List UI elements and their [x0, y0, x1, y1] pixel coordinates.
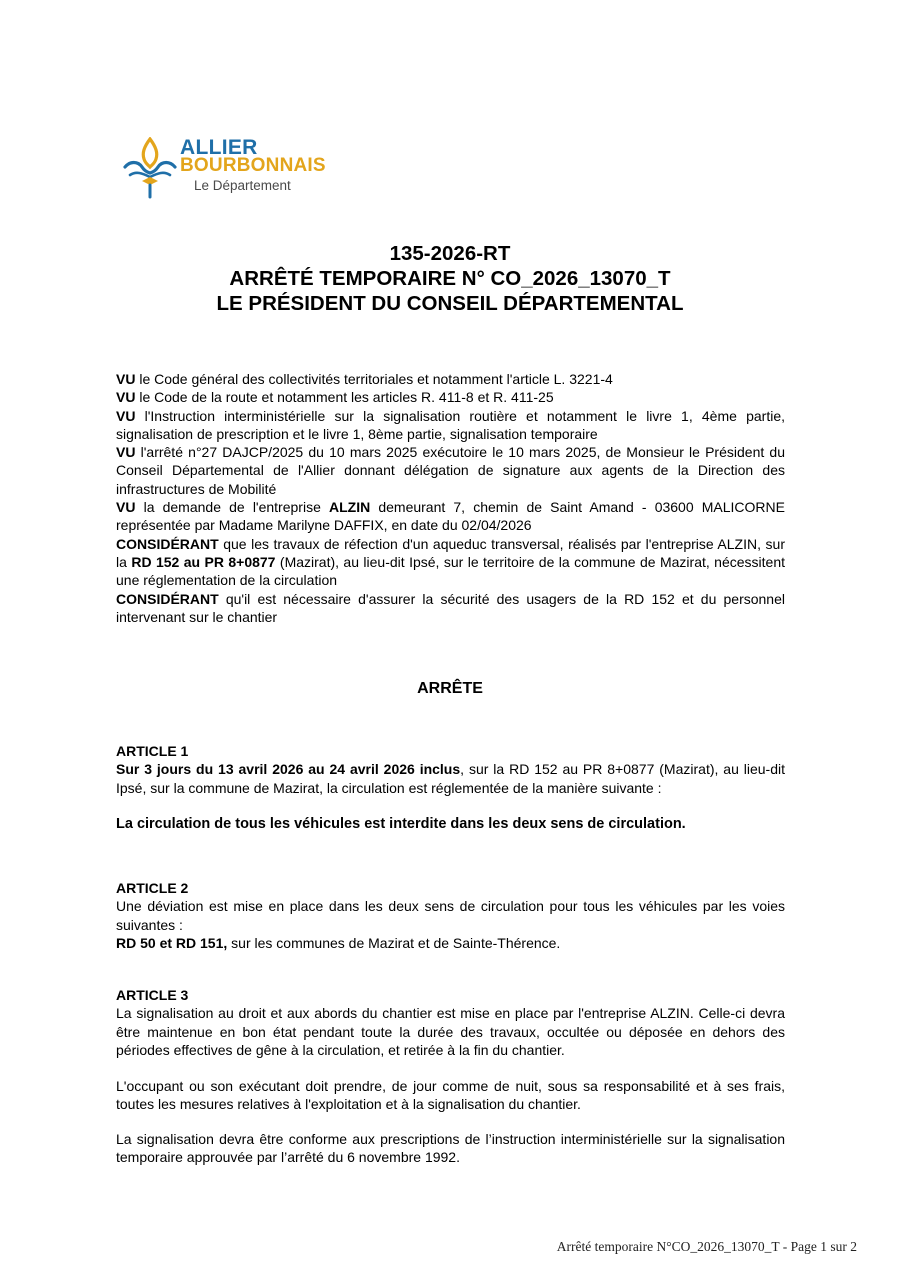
visas-section [116, 370, 785, 626]
article-text: Sur 3 jours du 13 avril 2026 au 24 avril 2026 inclus, sur la RD 152 au PR 8+0877 (Mazirat), au lieu-dit Ipsé, sur la commune de Mazirat, la circulation est réglementée de la manière suivante : [116, 761, 785, 796]
page-footer: Arrêté temporaire N°CO_2026_13070_T - Page 1 sur 2 [556, 1239, 857, 1254]
logo-line-bourbonnais: BOURBONNAIS [180, 155, 326, 176]
traffic-rule: La circulation de tous les véhicules est interdite dans les deux sens de circulation. [116, 815, 686, 832]
visa: VU le Code de la route et notamment les articles R. 411-8 et R. 411-25 [116, 389, 554, 406]
considerant: CONSIDÉRANT qu'il est nécessaire d'assurer la sécurité des usagers de la RD 152 et du personnel intervenant sur le chantier [116, 590, 785, 625]
article-text: La signalisation au droit et aux abords du chantier est mise en place par l'entreprise ALZIN. Celle-ci devra être maintenue en bon état pendant toute la durée des travaux, occultée ou déposée en dehors des périodes effectives de gêne à la circulation, et retirée à la fin du chantier. [116, 1005, 785, 1058]
logo-line-allier: ALLIER [180, 136, 258, 159]
considerant: CONSIDÉRANT que les travaux de réfection d'un aqueduc transversal, réalisés par l'entreprise ALZIN, sur la RD 152 au PR 8+0877 (Mazirat), au lieu-dit Ipsé, sur le territoire de la commune de Mazirat, nécessitent une réglementation de la circulation [116, 535, 786, 589]
document-title: ARRÊTÉ TEMPORAIRE N° CO_2026_13070_T [229, 267, 671, 290]
article-heading: ARTICLE 1 [116, 743, 189, 759]
arrete-heading: ARRÊTE [417, 680, 483, 697]
department-logo [122, 137, 362, 201]
detour-roads: RD 50 et RD 151, sur les communes de Mazirat et de Sainte-Thérence. [116, 934, 561, 951]
article-text: Une déviation est mise en place dans les deux sens de circulation pour tous les véhicules par les voies suivantes : [116, 898, 785, 933]
article-text: La signalisation devra être conforme aux prescriptions de l’instruction interministérielle sur la signalisation temporaire approuvée par l’arrêté du 6 novembre 1992. [116, 1130, 785, 1166]
article-heading: ARTICLE 3 [116, 987, 189, 1003]
document-number: 135-2026-RT [389, 242, 511, 265]
document-header [0, 241, 900, 316]
visa: VU la demande de l'entreprise ALZIN demeurant 7, chemin de Saint Amand - 03600 MALICORNE représentée par Madame Marilyne DAFFIX, en date du 02/04/2026 [116, 499, 785, 534]
visa: VU l'Instruction interministérielle sur la signalisation routière et notamment le livre 1, 4ème partie, signalisation de prescription et le livre 1, 8ème partie, signalisation temporaire [116, 407, 785, 442]
article-1 [116, 742, 785, 833]
article-3 [116, 986, 785, 1166]
fleur-de-lis-icon [122, 137, 178, 201]
document-subtitle: LE PRÉSIDENT DU CONSEIL DÉPARTEMENTAL [216, 292, 684, 315]
article-text: L'occupant ou son exécutant doit prendre, de jour comme de nuit, sous sa responsabilité et à ses frais, toutes les mesures relatives à l'exploitation et à la signalisation du chantier. [116, 1078, 785, 1113]
article-2 [116, 879, 785, 952]
visa: VU l'arrêté n°27 DAJCP/2025 du 10 mars 2025 exécutoire le 10 mars 2025, de Monsieur le Président du Conseil Départemental de l'Allier donnant délégation de signature aux agents de la Direction des infrastructures de Mobilité [116, 444, 785, 497]
logo-line-departement: Le Département [194, 178, 291, 193]
visa: VU le Code général des collectivités territoriales et notamment l'article L. 3221-4 [116, 371, 613, 387]
article-heading: ARTICLE 2 [116, 880, 189, 896]
